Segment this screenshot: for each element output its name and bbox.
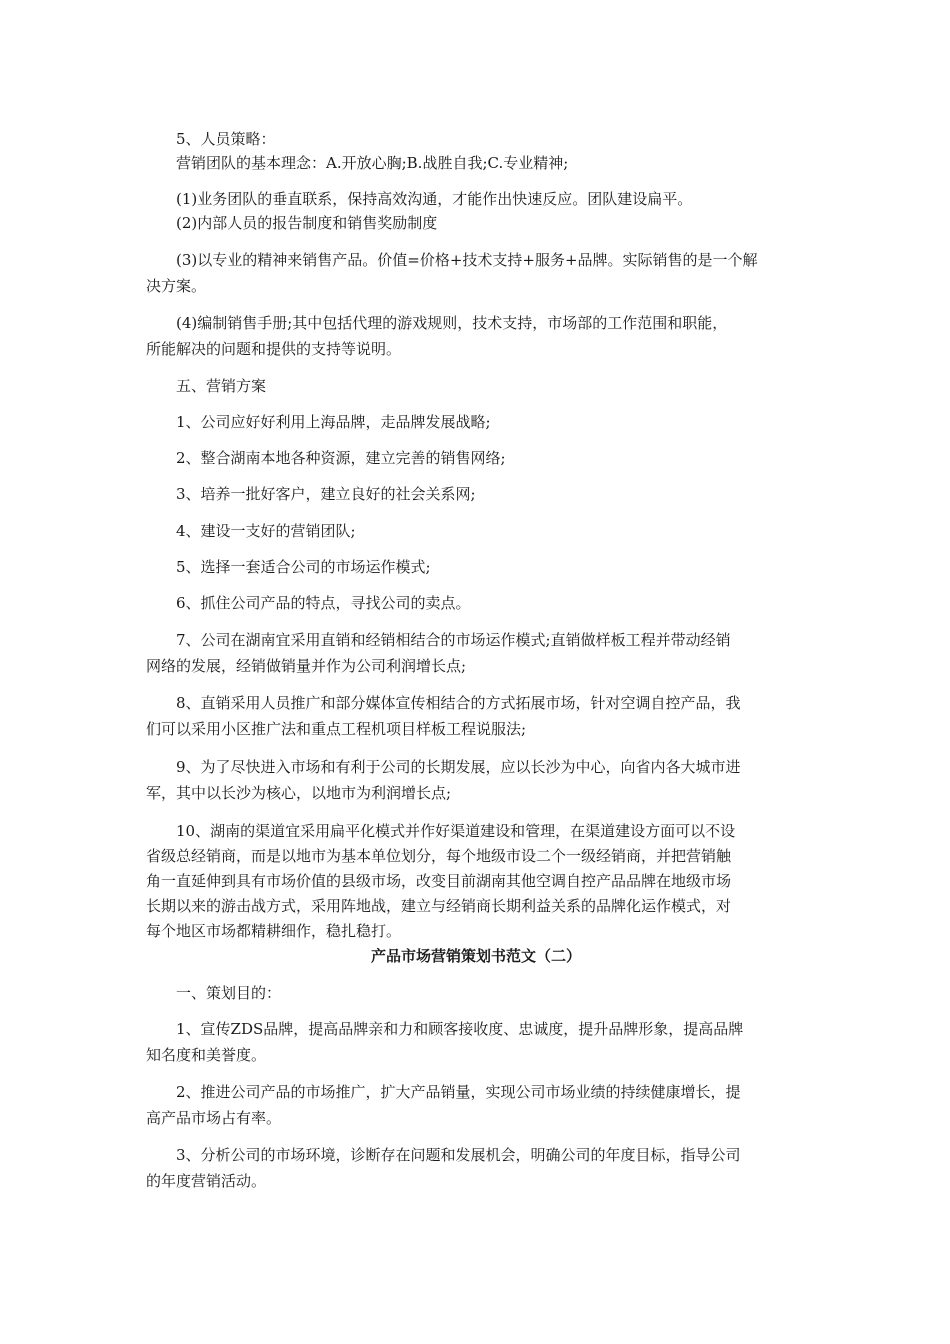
- text-line: 省级总经销商，而是以地市为基本单位划分，每个地级市设二个一级经销商，并把营销触: [146, 847, 732, 865]
- text-line: (3)以专业的精神来销售产品。价值=价格+技术支持+服务+品牌。实际销售的是一个解: [176, 251, 758, 269]
- document-title: 产品市场营销策划书范文（二）: [370, 947, 581, 965]
- text-line: (2)内部人员的报告制度和销售奖励制度: [176, 214, 438, 232]
- text-line: 6、抓住公司产品的特点，寻找公司的卖点。: [176, 594, 471, 612]
- text-line: 的年度营销活动。: [146, 1172, 267, 1190]
- text-line: 3、分析公司的市场环境，诊断存在问题和发展机会，明确公司的年度目标，指导公司: [176, 1146, 741, 1164]
- section-heading: 五、营销方案: [176, 377, 267, 395]
- text-line: 1、宣传ZDS品牌，提高品牌亲和力和顾客接收度、忠诚度，提升品牌形象，提高品牌: [176, 1020, 744, 1038]
- text-line: 每个地区市场都精耕细作，稳扎稳打。: [146, 922, 402, 940]
- text-line: 营销团队的基本理念：A.开放心胸;B.战胜自我;C.专业精神;: [176, 154, 569, 172]
- text-line: 们可以采用小区推广法和重点工程机项目样板工程说服法;: [146, 720, 527, 738]
- text-line: 7、公司在湖南宜采用直销和经销相结合的市场运作模式;直销做样板工程并带动经销: [176, 631, 731, 649]
- text-line: 所能解决的问题和提供的支持等说明。: [146, 340, 402, 358]
- text-line: 2、推进公司产品的市场推广，扩大产品销量，实现公司市场业绩的持续健康增长，提: [176, 1083, 741, 1101]
- text-line: 10、湖南的渠道宜采用扁平化模式并作好渠道建设和管理，在渠道建设方面可以不设: [176, 822, 736, 840]
- text-line: 网络的发展，经销做销量并作为公司利润增长点;: [146, 657, 467, 675]
- text-line: 9、为了尽快进入市场和有利于公司的长期发展，应以长沙为中心，向省内各大城市进: [176, 758, 741, 776]
- text-line: 军，其中以长沙为核心，以地市为利润增长点;: [146, 784, 452, 802]
- text-line: 5、选择一套适合公司的市场运作模式;: [176, 558, 431, 576]
- text-line: (1)业务团队的垂直联系，保持高效沟通，才能作出快速反应。团队建设扁平。: [176, 190, 693, 208]
- text-line: 5、人员策略：: [176, 130, 276, 148]
- text-line: 决方案。: [146, 277, 207, 295]
- text-line: 1、公司应好好利用上海品牌，走品牌发展战略;: [176, 413, 491, 431]
- text-line: 高产品市场占有率。: [146, 1109, 282, 1127]
- text-line: 角一直延伸到具有市场价值的县级市场，改变目前湖南其他空调自控产品品牌在地级市场: [146, 872, 732, 890]
- text-line: 3、培养一批好客户，建立良好的社会关系网;: [176, 485, 476, 503]
- text-line: 8、直销采用人员推广和部分媒体宣传相结合的方式拓展市场，针对空调自控产品，我: [176, 694, 741, 712]
- section-heading: 一、策划目的：: [176, 984, 282, 1002]
- text-line: (4)编制销售手册;其中包括代理的游戏规则，技术支持，市场部的工作范围和职能，: [176, 314, 728, 332]
- text-line: 长期以来的游击战方式，采用阵地战，建立与经销商长期利益关系的品牌化运作模式，对: [146, 897, 732, 915]
- text-line: 2、整合湖南本地各种资源，建立完善的销售网络;: [176, 449, 506, 467]
- text-line: 4、建设一支好的营销团队;: [176, 522, 356, 540]
- text-line: 知名度和美誉度。: [146, 1046, 267, 1064]
